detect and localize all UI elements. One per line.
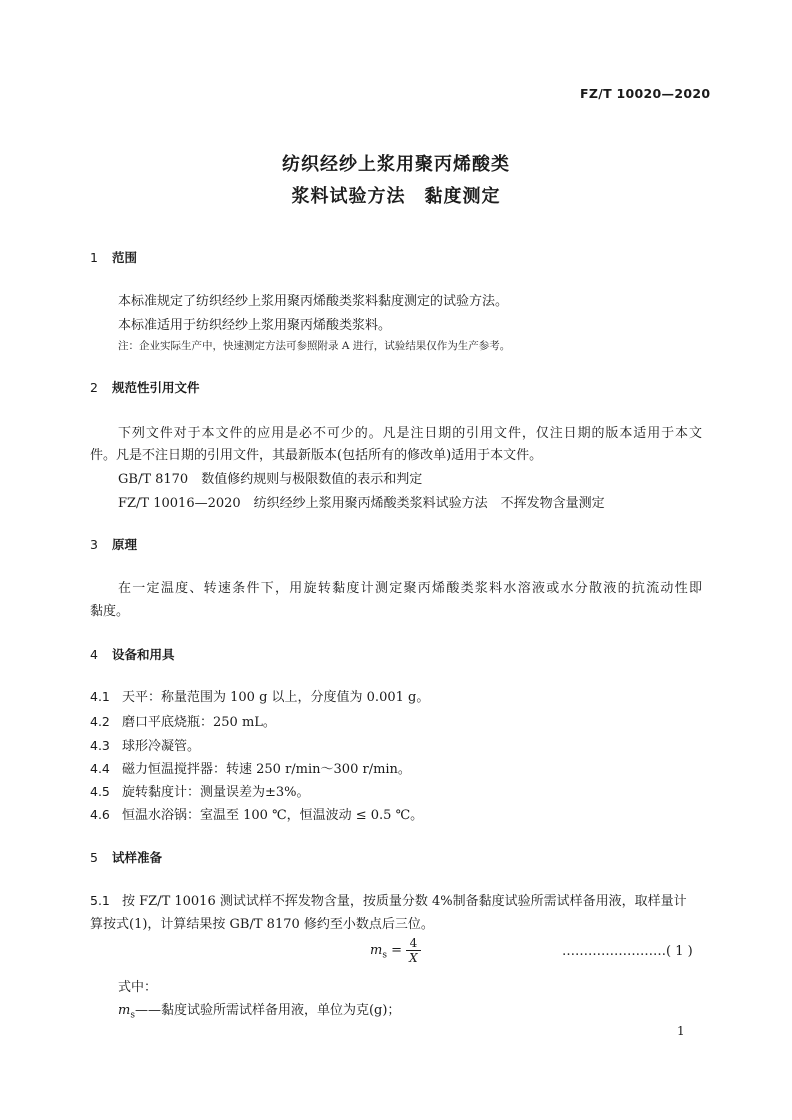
formula-fraction <box>406 936 421 965</box>
section-3-paragraph-line-2: 黏度。 <box>90 604 130 619</box>
clause-text: 按 FZ/T 10016 测试试样不挥发物含量，按质量分数 4%制备黏度试验所需试样备用液，取样量计 <box>122 894 687 909</box>
clause-4-5 <box>90 781 310 800</box>
section-1-paragraph-1: 本标准规定了纺织经纱上浆用聚丙烯酸类浆料黏度测定的试验方法。 <box>118 294 509 309</box>
standard-code: FZ/T 10020—2020 <box>580 86 711 101</box>
page-number: 1 <box>677 1024 685 1038</box>
section-title: 设备和用具 <box>112 647 175 662</box>
variable-description: ——黏度试验所需试样备用液，单位为克(g)； <box>134 1003 401 1018</box>
clause-number: 4.1 <box>90 689 110 704</box>
clause-text: 恒温水浴锅：室温至 100 ℃，恒温波动 ≤ 0.5 ℃。 <box>122 808 424 823</box>
section-number: 1 <box>90 250 98 265</box>
variable-definition <box>118 999 400 1021</box>
formula-leader-dots: …………………… <box>562 944 666 959</box>
formula-symbol: m <box>370 943 383 958</box>
clause-number: 4.5 <box>90 784 110 799</box>
section-1-note: 注：企业实际生产中，快速测定方法可参照附录 A 进行，试验结果仅作为生产参考。 <box>118 340 511 352</box>
section-title: 范围 <box>112 250 138 265</box>
clause-number: 4.4 <box>90 761 110 776</box>
section-title: 规范性引用文件 <box>112 380 200 395</box>
formula-equals: = <box>386 943 407 958</box>
clause-text: 磁力恒温搅拌器：转速 250 r/min～300 r/min。 <box>122 762 411 777</box>
section-3-paragraph-line-1: 在一定温度、转速条件下，用旋转黏度计测定聚丙烯酸类浆料水溶液或水分散液的抗流动性即 <box>118 581 702 596</box>
document-title-line-1: 纺织经纱上浆用聚丙烯酸类 <box>282 154 510 175</box>
clause-4-2 <box>90 711 276 730</box>
clause-4-4 <box>90 758 411 777</box>
section-1-heading <box>90 248 137 266</box>
section-title: 试样准备 <box>112 850 163 865</box>
clause-text: 球形冷凝管。 <box>122 739 201 754</box>
clause-text: 磨口平底烧瓶：250 mL。 <box>122 715 276 730</box>
reference-fz-t-10016: FZ/T 10016—2020 纺织经纱上浆用聚丙烯酸类浆料试验方法 不挥发物含量测定 <box>118 496 605 511</box>
section-number: 3 <box>90 537 98 552</box>
document-title-line-2: 浆料试验方法 黏度测定 <box>291 186 501 207</box>
variable-subscript: s <box>130 1010 135 1021</box>
section-number: 5 <box>90 850 98 865</box>
formula-numerator: 4 <box>406 936 421 951</box>
clause-number: 5.1 <box>90 893 110 908</box>
reference-gb-t-8170: GB/T 8170 数值修约规则与极限数值的表示和判定 <box>118 472 423 487</box>
formula-number <box>562 944 693 959</box>
section-title: 原理 <box>112 537 138 552</box>
section-3-heading <box>90 535 137 553</box>
section-4-heading <box>90 645 175 663</box>
section-number: 4 <box>90 647 98 662</box>
formula-denominator: X <box>409 951 418 965</box>
clause-number: 4.6 <box>90 807 110 822</box>
variable-symbol: m <box>118 1003 131 1018</box>
section-2-heading <box>90 378 200 396</box>
clause-4-1 <box>90 686 429 705</box>
formula-label: ( 1 ) <box>666 944 693 959</box>
section-2-paragraph-line-2: 件。凡是不注日期的引用文件，其最新版本(包括所有的修改单)适用于本文件。 <box>90 448 543 463</box>
clause-5-1-line-2: 算按式(1)，计算结果按 GB/T 8170 修约至小数点后三位。 <box>90 917 434 932</box>
clause-4-6 <box>90 804 423 823</box>
section-2-paragraph-line-1: 下列文件对于本文件的应用是必不可少的。凡是注日期的引用文件，仅注日期的版本适用于本文 <box>118 426 702 441</box>
clause-text: 旋转黏度计：测量误差为±3%。 <box>122 785 310 800</box>
section-5-heading <box>90 848 162 866</box>
section-1-paragraph-2: 本标准适用于纺织经纱上浆用聚丙烯酸类浆料。 <box>118 318 392 333</box>
clause-number: 4.3 <box>90 738 110 753</box>
formula-1 <box>370 936 421 965</box>
clause-text: 天平：称量范围为 100 g 以上，分度值为 0.001 g。 <box>122 690 430 705</box>
formula-subscript: s <box>382 950 387 961</box>
clause-5-1-line-1 <box>90 890 687 909</box>
clause-number: 4.2 <box>90 714 110 729</box>
where-label: 式中： <box>118 980 158 995</box>
section-number: 2 <box>90 380 98 395</box>
clause-4-3 <box>90 735 200 754</box>
